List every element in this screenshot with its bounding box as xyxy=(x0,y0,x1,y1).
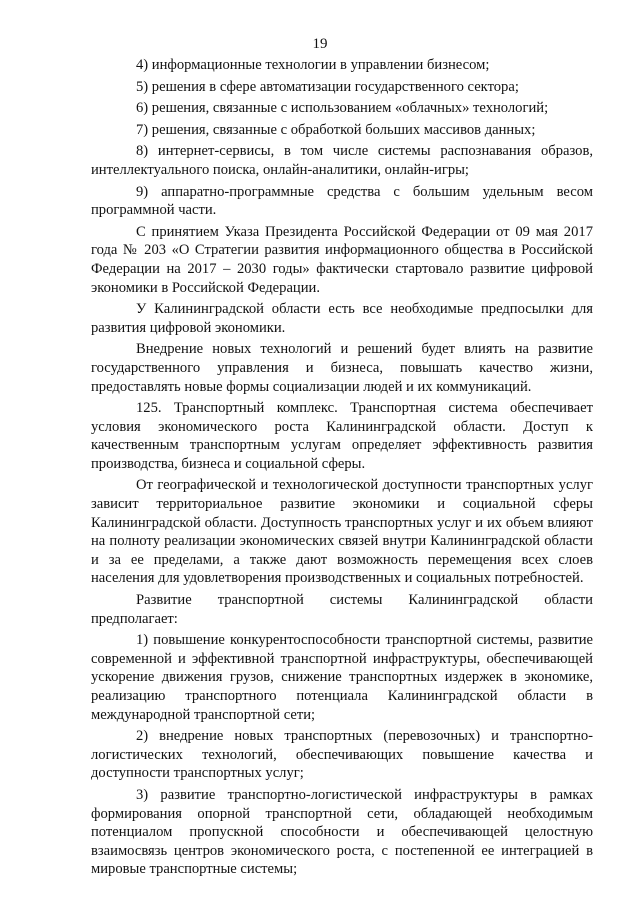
list-item-4: 4) информационные технологии в управлении бизнесом; xyxy=(136,57,490,73)
development-item-3: 3) развитие транспортно-логистической инфраструктуры в рамках формирования опорной транспортной сети, обладающей необходимым потенциалом пропускной способности и обеспечивающей целостную взаимосвязь центров экономического роста, с постепенной ее интеграцией в мировые транспортные системы; xyxy=(91,786,593,878)
list-item-7: 7) решения, связанные с обработкой больших массивов данных; xyxy=(136,121,536,138)
document-body xyxy=(91,56,593,879)
page-number: 19 xyxy=(312,36,328,52)
development-item-1: 1) повышение конкурентоспособности транспортной системы, развитие современной и эффективной транспортной инфраструктуры, обеспечивающей ускорение движения грузов, снижение транспортных издержек в экономике, реализацию транспортного потенциала Калининградской области в международной транспортной сети; xyxy=(91,632,593,723)
paragraph-development-intro: Развитие транспортной системы Калининградской области предполагает: xyxy=(91,592,593,627)
paragraph-125-transport-complex: 125. Транспортный комплекс. Транспортная система обеспечивает условия экономического роста Калининградской области. Доступ к качественным транспортным услугам определяет эффективность развития производства, бизнеса и социальной сферы. xyxy=(91,400,593,472)
paragraph-transport-accessibility: От географической и технологической доступности транспортных услуг зависит территориальное развитие экономики и социальной сферы Калининградской области. Доступность транспортных услуг и их объем влияют на полноту реализации экономических связей внутри Калининградской области и за ее пределами, а также дают возможность перемещения всех слоев населения для удовлетворения производственных и социальных потребностей. xyxy=(91,477,593,587)
paragraph-new-technologies: Внедрение новых технологий и решений будет влиять на развитие государственного управления и бизнеса, повышать качество жизни, предоставлять новые формы социализации людей и их коммуникаций. xyxy=(91,341,593,395)
development-item-2: 2) внедрение новых транспортных (перевозочных) и транспортно-логистических технологий, обеспечивающих повышение качества и доступности транспортных услуг; xyxy=(91,728,593,782)
paragraph-strategy-decree: С принятием Указа Президента Российской Федерации от 09 мая 2017 года № 203 «О Стратегии развития информационного общества в Российской Федерации на 2017 – 2030 годы» фактически стартовало развитие цифровой экономики в Российской Федерации. xyxy=(91,223,593,296)
paragraph-prerequisites: У Калининградской области есть все необходимые предпосылки для развития цифровой экономики. xyxy=(91,301,593,336)
list-item-5: 5) решения в сфере автоматизации государственного сектора; xyxy=(136,78,519,95)
list-item-8: 8) интернет-сервисы, в том числе системы распознавания образов, интеллектуального поиска, онлайн-аналитики, онлайн-игры; xyxy=(91,143,593,178)
list-item-9: 9) аппаратно-программные средства с большим удельным весом программной части. xyxy=(91,183,593,219)
list-item-6: 6) решения, связанные с использованием «облачных» технологий; xyxy=(136,100,549,117)
